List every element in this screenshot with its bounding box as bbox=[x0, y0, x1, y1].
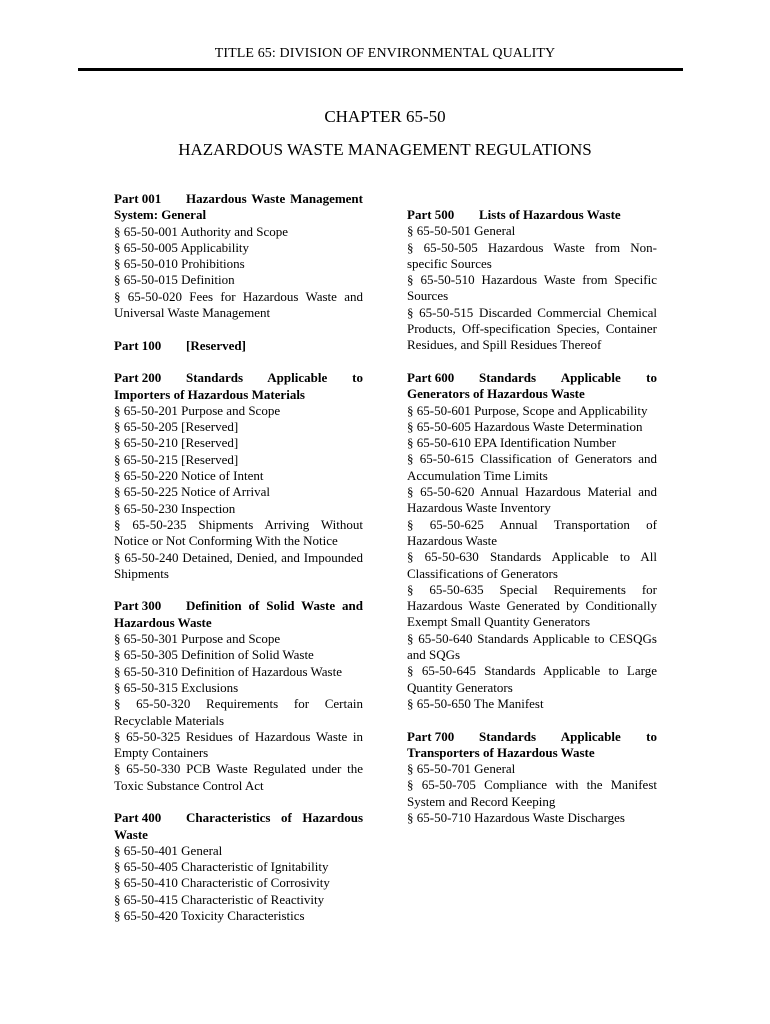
part-block bbox=[114, 191, 363, 321]
section-entry: § 65-50-230 Inspection bbox=[114, 500, 236, 516]
section-entry: § 65-50-205 [Reserved] bbox=[114, 419, 239, 435]
part-number: Part 300 bbox=[114, 598, 162, 614]
part-number: Part 500 bbox=[407, 207, 455, 222]
section-entry: § 65-50-215 [Reserved] bbox=[114, 451, 239, 467]
section-entry: § 65-50-301 Purpose and Scope bbox=[114, 631, 281, 647]
part-title: Standards Applicable to Importers of Hazardous Materials bbox=[114, 370, 363, 402]
part-title: Lists of Hazardous Waste bbox=[479, 207, 621, 222]
section-entry: § 65-50-401 General bbox=[114, 842, 223, 858]
section-entry: § 65-50-610 EPA Identification Number bbox=[407, 435, 616, 451]
part-block bbox=[407, 207, 657, 354]
section-entry: § 65-50-330 PCB Waste Regulated under the Toxic Substance Control Act bbox=[114, 761, 363, 793]
part-title: Characteristics of Hazardous Waste bbox=[114, 810, 363, 842]
section-entry: § 65-50-305 Definition of Solid Waste bbox=[114, 647, 314, 663]
section-entry: § 65-50-635 Special Requirements for Hazardous Waste Generated by Conditionally Exempt Small Quantity Generators bbox=[407, 581, 657, 630]
header-rule bbox=[78, 68, 683, 71]
section-entry: § 65-50-005 Applicability bbox=[114, 239, 250, 255]
section-entry: § 65-50-020 Fees for Hazardous Waste and Universal Waste Management bbox=[114, 288, 363, 321]
section-entry: § 65-50-210 [Reserved] bbox=[114, 435, 239, 451]
section-entry: § 65-50-415 Characteristic of Reactivity bbox=[114, 891, 325, 907]
section-entry: § 65-50-605 Hazardous Waste Determination bbox=[407, 418, 643, 434]
section-entry: § 65-50-220 Notice of Intent bbox=[114, 468, 264, 484]
part-heading bbox=[407, 207, 657, 223]
part-number: Part 700 bbox=[407, 728, 455, 744]
part-block bbox=[114, 598, 363, 794]
section-entry: § 65-50-320 Requirements for Certain Recyclable Materials bbox=[114, 696, 363, 728]
part-block bbox=[114, 370, 363, 582]
part-heading bbox=[114, 370, 363, 403]
section-entry: § 65-50-510 Hazardous Waste from Specific Sources bbox=[407, 272, 657, 304]
part-block bbox=[407, 370, 657, 712]
part-title: Hazardous Waste Management System: General bbox=[114, 191, 363, 223]
section-entry: § 65-50-701 General bbox=[407, 761, 516, 777]
right-column bbox=[407, 207, 657, 843]
section-entry: § 65-50-620 Annual Hazardous Material and Hazardous Waste Inventory bbox=[407, 484, 657, 516]
part-heading bbox=[114, 810, 363, 843]
section-entry: § 65-50-645 Standards Applicable to Large Quantity Generators bbox=[407, 663, 657, 695]
part-number: Part 100 bbox=[114, 337, 162, 353]
section-entry: § 65-50-015 Definition bbox=[114, 272, 235, 288]
part-number: Part 400 bbox=[114, 810, 162, 826]
section-entry: § 65-50-705 Compliance with the Manifest System and Record Keeping bbox=[407, 777, 657, 809]
section-entry: § 65-50-315 Exclusions bbox=[114, 679, 239, 695]
part-number: Part 600 bbox=[407, 369, 455, 385]
section-entry: § 65-50-225 Notice of Arrival bbox=[114, 484, 270, 500]
part-number: Part 200 bbox=[114, 370, 162, 386]
section-entry: § 65-50-640 Standards Applicable to CESQGs and SQGs bbox=[407, 630, 657, 663]
chapter-number: CHAPTER 65-50 bbox=[324, 107, 446, 126]
section-entry: § 65-50-710 Hazardous Waste Discharges bbox=[407, 809, 625, 825]
section-entry: § 65-50-615 Classification of Generators and Accumulation Time Limits bbox=[407, 451, 657, 483]
part-block bbox=[407, 729, 657, 827]
section-entry: § 65-50-625 Annual Transportation of Hazardous Waste bbox=[407, 516, 657, 548]
running-header: TITLE 65: DIVISION OF ENVIRONMENTAL QUALITY bbox=[214, 46, 556, 61]
part-heading bbox=[407, 370, 657, 403]
part-heading bbox=[407, 729, 657, 762]
section-entry: § 65-50-001 Authority and Scope bbox=[114, 223, 289, 239]
part-heading bbox=[114, 191, 363, 224]
section-entry: § 65-50-240 Detained, Denied, and Impounded Shipments bbox=[114, 549, 363, 581]
section-entry: § 65-50-515 Discarded Commercial Chemical Products, Off-specification Species, Container Residues, and Spill Residues Thereof bbox=[407, 304, 657, 353]
section-entry: § 65-50-010 Prohibitions bbox=[114, 256, 245, 272]
part-title: Definition of Solid Waste and Hazardous Waste bbox=[114, 598, 363, 630]
part-title: Standards Applicable to Generators of Hazardous Waste bbox=[407, 369, 657, 402]
section-entry: § 65-50-601 Purpose, Scope and Applicability bbox=[407, 402, 648, 418]
part-title: [Reserved] bbox=[186, 337, 246, 353]
section-entry: § 65-50-201 Purpose and Scope bbox=[114, 402, 281, 418]
part-number: Part 001 bbox=[114, 191, 162, 206]
left-column bbox=[114, 191, 363, 941]
part-block bbox=[114, 338, 363, 354]
section-entry: § 65-50-310 Definition of Hazardous Waste bbox=[114, 663, 342, 679]
part-block bbox=[114, 810, 363, 924]
section-entry: § 65-50-501 General bbox=[407, 223, 516, 239]
section-entry: § 65-50-650 The Manifest bbox=[407, 695, 544, 711]
section-entry: § 65-50-630 Standards Applicable to All Classifications of Generators bbox=[407, 549, 657, 581]
section-entry: § 65-50-420 Toxicity Characteristics bbox=[114, 908, 305, 924]
section-entry: § 65-50-405 Characteristic of Ignitability bbox=[114, 859, 329, 875]
section-entry: § 65-50-505 Hazardous Waste from Non-specific Sources bbox=[407, 239, 657, 271]
chapter-title: HAZARDOUS WASTE MANAGEMENT REGULATIONS bbox=[178, 140, 592, 159]
part-title: Standards Applicable to Transporters of Hazardous Waste bbox=[407, 728, 657, 760]
section-entry: § 65-50-235 Shipments Arriving Without Notice or Not Conforming With the Notice bbox=[114, 516, 363, 549]
section-entry: § 65-50-325 Residues of Hazardous Waste in Empty Containers bbox=[114, 728, 363, 761]
part-heading bbox=[114, 338, 363, 354]
section-entry: § 65-50-410 Characteristic of Corrosivity bbox=[114, 875, 330, 891]
part-heading bbox=[114, 598, 363, 631]
